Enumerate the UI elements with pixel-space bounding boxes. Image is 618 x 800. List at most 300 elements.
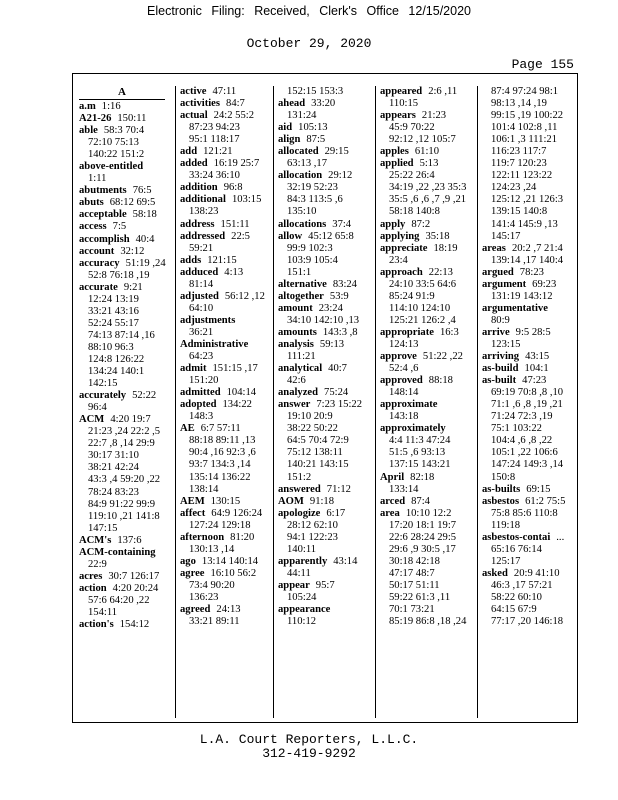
page-line-refs: 44:11 bbox=[287, 567, 311, 579]
index-entry bbox=[278, 170, 374, 182]
page-line-refs: 64:10 bbox=[189, 302, 214, 314]
index-term: ago bbox=[180, 555, 196, 567]
index-entry-continuation bbox=[278, 532, 374, 544]
index-entry bbox=[79, 258, 173, 270]
page-line-refs: 101:4 102:8 ,11 bbox=[491, 122, 558, 134]
index-entry bbox=[482, 279, 578, 291]
page-line-refs: 22:5 bbox=[231, 230, 250, 242]
page-line-refs: 61:2 75:5 bbox=[525, 495, 566, 507]
index-entry-continuation bbox=[482, 447, 578, 459]
index-term: appreciate bbox=[380, 242, 428, 254]
page-line-refs: 84:7 bbox=[226, 98, 245, 110]
index-entry bbox=[79, 282, 173, 294]
page-line-refs: 58:18 140:8 bbox=[389, 206, 440, 218]
page-line-refs: 106:1 ,3 111:21 bbox=[491, 134, 558, 146]
page-line-refs: 18:19 bbox=[433, 242, 458, 254]
page-line-refs: 16:19 25:7 bbox=[213, 158, 260, 170]
page-line-refs: 148:14 bbox=[389, 387, 419, 399]
page-line-refs: 38:21 42:24 bbox=[88, 462, 139, 474]
page-line-refs: 6:7 57:11 bbox=[200, 423, 241, 435]
reporter-name: L.A. Court Reporters, L.L.C. bbox=[199, 732, 419, 747]
page-line-refs: 130:13 ,14 bbox=[189, 543, 235, 555]
page-line-refs: 88:18 89:11 ,13 bbox=[189, 435, 256, 447]
index-entry-continuation bbox=[180, 616, 272, 628]
index-term: ahead bbox=[278, 98, 306, 110]
index-term: accurate bbox=[79, 281, 118, 293]
index-term: adopted bbox=[180, 399, 217, 411]
index-column-1 bbox=[79, 86, 173, 718]
index-entry-continuation bbox=[278, 435, 374, 447]
page-line-refs: 75:8 85:6 110:8 bbox=[491, 507, 558, 519]
index-entry-continuation bbox=[380, 134, 478, 146]
index-term: afternoon bbox=[180, 531, 225, 543]
index-entry-continuation bbox=[482, 472, 578, 484]
page-line-refs: 52:8 76:18 ,19 bbox=[88, 269, 150, 281]
index-entry-continuation bbox=[278, 182, 374, 194]
page-line-refs: 35:18 bbox=[425, 230, 450, 242]
index-entry-continuation bbox=[180, 472, 272, 484]
page-line-refs: 37:4 bbox=[332, 218, 352, 230]
index-entry bbox=[79, 583, 173, 595]
index-entry-continuation bbox=[79, 342, 173, 354]
index-entry-continuation bbox=[180, 447, 272, 459]
page-line-refs: 135:14 136:22 bbox=[189, 471, 251, 483]
index-entry-continuation bbox=[180, 435, 272, 447]
index-letter-heading: A bbox=[79, 86, 165, 100]
index-entry bbox=[79, 209, 173, 221]
index-entry-continuation bbox=[180, 170, 272, 182]
page-line-refs: 59:21 bbox=[189, 242, 214, 254]
page-line-refs: 154:11 bbox=[88, 606, 118, 618]
index-entry bbox=[180, 339, 272, 351]
index-term: address bbox=[180, 218, 215, 230]
index-term: allocations bbox=[278, 218, 327, 230]
page-line-refs: 85:19 86:8 ,18 ,24 bbox=[389, 616, 467, 628]
index-entry bbox=[278, 279, 374, 291]
index-term: approved bbox=[380, 375, 423, 387]
index-entry bbox=[278, 122, 374, 134]
index-entry bbox=[380, 472, 478, 484]
index-entry bbox=[180, 146, 272, 158]
index-entry bbox=[278, 508, 374, 520]
index-entry-continuation bbox=[180, 351, 272, 363]
index-entry-continuation bbox=[79, 499, 173, 511]
index-entry-continuation bbox=[278, 520, 374, 532]
index-entry bbox=[482, 303, 578, 315]
page-line-refs: 152:15 153:3 bbox=[287, 86, 344, 97]
index-entry-continuation bbox=[482, 315, 578, 327]
index-entry-continuation bbox=[482, 182, 578, 194]
index-column-3 bbox=[273, 86, 374, 718]
index-term: approximate bbox=[380, 399, 438, 411]
page-line-refs: 139:14 ,17 140:4 bbox=[491, 254, 564, 266]
index-term: adjusted bbox=[180, 290, 219, 302]
index-entry-continuation bbox=[79, 426, 173, 438]
index-entry-continuation bbox=[79, 330, 173, 342]
index-entry-continuation bbox=[79, 402, 173, 414]
index-entry-continuation bbox=[482, 98, 578, 110]
index-entry-continuation bbox=[482, 219, 578, 231]
page-line-refs: 151:15 ,17 bbox=[212, 363, 258, 375]
index-term: aid bbox=[278, 122, 293, 134]
page-line-refs: 111:21 bbox=[287, 351, 316, 363]
index-entry bbox=[278, 387, 374, 399]
page-line-refs: 137:15 143:21 bbox=[389, 459, 451, 471]
page-line-refs: 65:16 76:14 bbox=[491, 543, 542, 555]
index-entry bbox=[180, 86, 272, 98]
page-line-refs: 22:7 ,8 ,14 29:9 bbox=[88, 438, 155, 450]
index-entry bbox=[79, 414, 173, 426]
index-term: April bbox=[380, 471, 405, 483]
index-entry bbox=[380, 327, 478, 339]
index-term: as-built bbox=[482, 375, 517, 387]
index-entry-continuation bbox=[278, 255, 374, 267]
page-line-refs: 4:13 bbox=[224, 266, 244, 278]
page-number: Page 155 bbox=[511, 57, 574, 72]
index-term: apples bbox=[380, 146, 409, 158]
index-entry-continuation bbox=[482, 423, 578, 435]
filing-stamp: Electronic Filing: Received, Clerk's Office 12/15/2020 bbox=[147, 4, 471, 18]
index-entry bbox=[79, 161, 173, 173]
index-term: asbestos bbox=[482, 495, 520, 507]
index-entry-continuation bbox=[482, 399, 578, 411]
index-entry bbox=[380, 508, 478, 520]
page-line-refs: 125:12 ,21 126:3 bbox=[491, 194, 564, 206]
index-entry-continuation bbox=[79, 366, 173, 378]
index-entry-continuation bbox=[278, 544, 374, 556]
page-line-refs: 20:9 41:10 bbox=[513, 567, 560, 579]
page-line-refs: 84:9 91:22 99:9 bbox=[88, 498, 156, 510]
page-line-refs: 32:12 bbox=[120, 245, 145, 257]
index-entry bbox=[380, 243, 478, 255]
page-line-refs: 6:17 bbox=[326, 507, 346, 519]
page-line-refs: 125:17 bbox=[491, 555, 521, 567]
page-line-refs: 105:1 ,22 106:6 bbox=[491, 447, 558, 459]
index-entry bbox=[79, 571, 173, 583]
index-entry-continuation bbox=[482, 206, 578, 218]
index-term: argued bbox=[482, 266, 514, 278]
index-term: accurately bbox=[79, 390, 127, 402]
page-line-refs: 53:9 bbox=[329, 290, 349, 302]
page-line-refs: 34:10 142:10 ,13 bbox=[287, 314, 360, 326]
page-line-refs: 96:8 bbox=[223, 182, 243, 194]
index-entry-continuation bbox=[278, 568, 374, 580]
page-line-refs: 119:10 ,21 141:8 bbox=[88, 510, 160, 522]
index-term: Administrative bbox=[180, 338, 249, 350]
page-line-refs: 68:12 69:5 bbox=[109, 197, 156, 209]
page-line-refs: 104:1 bbox=[524, 363, 549, 375]
index-entry-continuation bbox=[482, 255, 578, 267]
transcript-date: October 29, 2020 bbox=[246, 36, 372, 51]
page-line-refs: 150:11 bbox=[117, 113, 147, 125]
page-line-refs: 99:15 ,19 100:22 bbox=[491, 110, 564, 122]
page-line-refs: 51:19 ,24 bbox=[125, 257, 166, 269]
index-entry-continuation bbox=[380, 303, 478, 315]
page-line-refs: 98:13 ,14 ,19 bbox=[491, 98, 547, 110]
page-line-refs: 42:6 bbox=[287, 375, 306, 387]
index-entry bbox=[180, 363, 272, 375]
index-entry bbox=[180, 387, 272, 399]
page-line-refs: 82:18 bbox=[410, 471, 435, 483]
index-entry bbox=[278, 146, 374, 158]
index-term: analytical bbox=[278, 363, 323, 375]
index-entry-continuation bbox=[380, 604, 478, 616]
index-entry-continuation bbox=[482, 134, 578, 146]
index-term: AOM bbox=[278, 495, 304, 507]
index-entry bbox=[180, 219, 272, 231]
index-entry-continuation bbox=[380, 182, 478, 194]
index-entry-continuation bbox=[278, 194, 374, 206]
index-entry-continuation bbox=[380, 411, 478, 423]
index-entry bbox=[482, 363, 578, 375]
page-line-refs: 87:5 bbox=[306, 134, 326, 146]
page-line-refs: 136:23 bbox=[189, 591, 219, 603]
index-term: allow bbox=[278, 230, 303, 242]
index-term: asked bbox=[482, 567, 508, 579]
page-line-refs: 114:10 124:10 bbox=[389, 302, 451, 314]
index-term: allocated bbox=[278, 146, 319, 158]
page-line-refs: 38:22 50:22 bbox=[287, 423, 338, 435]
index-entry bbox=[482, 375, 578, 387]
index-term: arrive bbox=[482, 326, 510, 338]
index-entry bbox=[482, 327, 578, 339]
index-entry-continuation bbox=[482, 158, 578, 170]
page-line-refs: 64:9 126:24 bbox=[211, 507, 263, 519]
index-term: appeared bbox=[380, 86, 423, 97]
index-term: approach bbox=[380, 266, 423, 278]
index-entry-continuation bbox=[79, 270, 173, 282]
index-entry-continuation bbox=[79, 149, 173, 161]
page-line-refs: 105:24 bbox=[287, 591, 317, 603]
index-entry bbox=[278, 134, 374, 146]
page-line-refs: 40:4 bbox=[135, 233, 155, 245]
index-entry-continuation bbox=[180, 580, 272, 592]
index-entry-continuation bbox=[482, 592, 578, 604]
page-line-refs: 151:2 bbox=[287, 471, 312, 483]
index-entry-continuation bbox=[180, 520, 272, 532]
page-line-refs: 47:17 48:7 bbox=[389, 567, 435, 579]
index-entry-continuation bbox=[380, 279, 478, 291]
index-entry-continuation bbox=[380, 544, 478, 556]
index-term: appearance bbox=[278, 604, 331, 616]
page-line-refs: 141:4 145:9 ,13 bbox=[491, 218, 558, 230]
page-line-refs: 46:3 ,17 57:21 bbox=[491, 579, 553, 591]
index-entry-continuation bbox=[278, 472, 374, 484]
index-entry-continuation bbox=[482, 435, 578, 447]
index-entry bbox=[278, 98, 374, 110]
page-line-refs: 131:24 bbox=[287, 110, 317, 122]
page-line-refs: 122:11 123:22 bbox=[491, 170, 553, 182]
index-term: analyzed bbox=[278, 387, 319, 399]
index-entry-continuation bbox=[79, 438, 173, 450]
index-entry-continuation bbox=[278, 315, 374, 327]
page-line-refs: 52:24 55:17 bbox=[88, 317, 139, 329]
index-term: acres bbox=[79, 570, 103, 582]
index-entry-continuation bbox=[180, 484, 272, 496]
page-line-refs: 110:12 bbox=[287, 616, 317, 628]
page-line-refs: 47:23 bbox=[522, 375, 547, 387]
index-term: argumentative bbox=[482, 302, 548, 314]
index-term: agreed bbox=[180, 604, 211, 616]
page-line-refs: 75:1 103:22 bbox=[491, 423, 542, 435]
page-line-refs: 73:4 90:20 bbox=[189, 579, 235, 591]
index-term: AEM bbox=[180, 495, 205, 507]
index-entry bbox=[180, 315, 272, 327]
page-line-refs: 43:3 ,4 59:20 ,22 bbox=[88, 474, 161, 486]
index-entry-continuation bbox=[79, 595, 173, 607]
index-column-2 bbox=[175, 86, 272, 718]
page-line-refs: 33:21 43:16 bbox=[88, 305, 139, 317]
index-entry-continuation bbox=[180, 375, 272, 387]
index-entry-continuation bbox=[380, 592, 478, 604]
index-term: additional bbox=[180, 194, 226, 206]
index-entry-continuation bbox=[278, 110, 374, 122]
index-term: activities bbox=[180, 98, 221, 110]
index-entry bbox=[380, 375, 478, 387]
page-line-refs: 94:1 122:23 bbox=[287, 531, 338, 543]
page-line-refs: 143:3 ,8 bbox=[322, 326, 358, 338]
page-line-refs: 70:1 73:21 bbox=[389, 604, 435, 616]
page-line-refs: 133:14 bbox=[389, 483, 419, 495]
index-term: argument bbox=[482, 278, 527, 290]
index-term: admit bbox=[180, 363, 207, 375]
index-term: admitted bbox=[180, 387, 221, 399]
page-line-refs: 58:3 70:4 bbox=[103, 125, 145, 137]
index-entry-continuation bbox=[380, 459, 478, 471]
index-entry-continuation bbox=[278, 411, 374, 423]
index-entry bbox=[79, 101, 173, 113]
page-line-refs: 75:24 bbox=[324, 387, 349, 399]
page-line-refs: 7:5 bbox=[112, 221, 127, 233]
index-entry bbox=[180, 568, 272, 580]
index-term: area bbox=[380, 507, 400, 519]
index-entry-continuation bbox=[79, 318, 173, 330]
index-entry-continuation bbox=[180, 411, 272, 423]
index-box bbox=[72, 73, 578, 723]
page-line-refs: 4:20 20:24 bbox=[112, 582, 159, 594]
index-entry-continuation bbox=[482, 508, 578, 520]
index-term: apply bbox=[380, 218, 406, 230]
page-line-refs: 88:18 bbox=[428, 375, 453, 387]
page-line-refs: 147:15 bbox=[88, 522, 118, 534]
index-entry bbox=[278, 327, 374, 339]
index-entry bbox=[278, 484, 374, 496]
index-entry-continuation bbox=[380, 556, 478, 568]
index-term: AE bbox=[180, 423, 195, 435]
page-line-refs: 138:23 bbox=[189, 206, 219, 218]
index-entry-continuation bbox=[482, 170, 578, 182]
index-entry-continuation bbox=[482, 110, 578, 122]
index-term: areas bbox=[482, 242, 506, 254]
index-entry bbox=[180, 508, 272, 520]
index-term: asbestos-contai bbox=[482, 531, 551, 543]
index-entry-continuation bbox=[180, 134, 272, 146]
index-entry-continuation bbox=[482, 544, 578, 556]
index-entry-continuation bbox=[380, 315, 478, 327]
page-line-refs: 116:23 117:7 bbox=[491, 146, 547, 158]
page-line-refs: 30:7 126:17 bbox=[108, 570, 160, 582]
index-entry bbox=[380, 231, 478, 243]
page-line-refs: 45:9 70:22 bbox=[389, 122, 435, 134]
page-line-refs: 51:22 ,22 bbox=[422, 351, 463, 363]
index-entry bbox=[180, 158, 272, 170]
page-line-refs: 110:15 bbox=[389, 98, 419, 110]
index-term: agree bbox=[180, 567, 205, 579]
page-line-refs: 9:5 28:5 bbox=[515, 326, 551, 338]
index-entry-continuation bbox=[482, 194, 578, 206]
page-line-refs: 57:6 64:20 ,22 bbox=[88, 594, 150, 606]
page-line-refs: 5:13 bbox=[419, 158, 439, 170]
page-line-refs: 135:10 bbox=[287, 206, 317, 218]
page-line-refs: 52:4 ,6 bbox=[389, 363, 419, 375]
index-entry-continuation bbox=[79, 487, 173, 499]
index-entry bbox=[79, 234, 173, 246]
index-entry-continuation bbox=[380, 206, 478, 218]
index-entry-continuation bbox=[278, 158, 374, 170]
index-term: apparently bbox=[278, 555, 328, 567]
index-term: accomplish bbox=[79, 233, 130, 245]
page-line-refs: 76:5 bbox=[132, 185, 152, 197]
index-entry bbox=[482, 496, 578, 508]
index-term: affect bbox=[180, 507, 206, 519]
page-line-refs: 2:6 ,11 bbox=[428, 86, 458, 97]
page-line-refs: 23:24 bbox=[318, 302, 343, 314]
page-line-refs: 147:24 149:3 ,14 bbox=[491, 459, 564, 471]
page-line-refs: 61:10 bbox=[414, 146, 439, 158]
page-line-refs: 119:18 bbox=[491, 519, 521, 531]
index-entry-continuation bbox=[482, 520, 578, 532]
index-entry-continuation bbox=[79, 306, 173, 318]
index-term: alternative bbox=[278, 278, 327, 290]
index-entry-continuation bbox=[380, 387, 478, 399]
page-line-refs: 10:10 12:2 bbox=[405, 507, 452, 519]
index-entry bbox=[180, 231, 272, 243]
index-term: addressed bbox=[180, 230, 226, 242]
index-term: actual bbox=[180, 110, 208, 122]
page-line-refs: 16:3 bbox=[439, 326, 459, 338]
page-line-refs: 28:12 62:10 bbox=[287, 519, 338, 531]
index-term: applied bbox=[380, 158, 414, 170]
index-entry bbox=[180, 556, 272, 568]
index-entry-continuation bbox=[380, 170, 478, 182]
index-entry-continuation bbox=[180, 243, 272, 255]
page-line-refs: 99:9 102:3 bbox=[287, 242, 333, 254]
page-line-refs: 50:17 51:11 bbox=[389, 579, 440, 591]
index-entry bbox=[79, 390, 173, 402]
index-entry bbox=[482, 351, 578, 363]
page-line-refs: 19:10 20:9 bbox=[287, 411, 333, 423]
page-line-refs: 52:22 bbox=[132, 390, 157, 402]
page-line-refs: 96:4 bbox=[88, 402, 107, 414]
page-line-refs: 87:4 bbox=[411, 495, 430, 507]
index-entry bbox=[278, 604, 374, 616]
page-line-refs: 47:11 bbox=[212, 86, 237, 97]
index-entry bbox=[79, 547, 173, 559]
page-line-refs: 80:9 bbox=[491, 314, 510, 326]
index-entry-continuation bbox=[79, 354, 173, 366]
reporter-phone: 312-419-9292 bbox=[262, 746, 356, 761]
index-term: a.m bbox=[79, 101, 96, 112]
page-line-refs: 24:13 bbox=[216, 604, 241, 616]
index-term: active bbox=[180, 86, 207, 97]
index-term: amounts bbox=[278, 326, 317, 338]
page-line-refs: 124:13 bbox=[389, 338, 419, 350]
page-line-refs: 134:22 bbox=[222, 399, 252, 411]
index-term: analysis bbox=[278, 338, 314, 350]
index-entry bbox=[380, 158, 478, 170]
index-entry bbox=[380, 423, 478, 435]
index-entry bbox=[482, 267, 578, 279]
